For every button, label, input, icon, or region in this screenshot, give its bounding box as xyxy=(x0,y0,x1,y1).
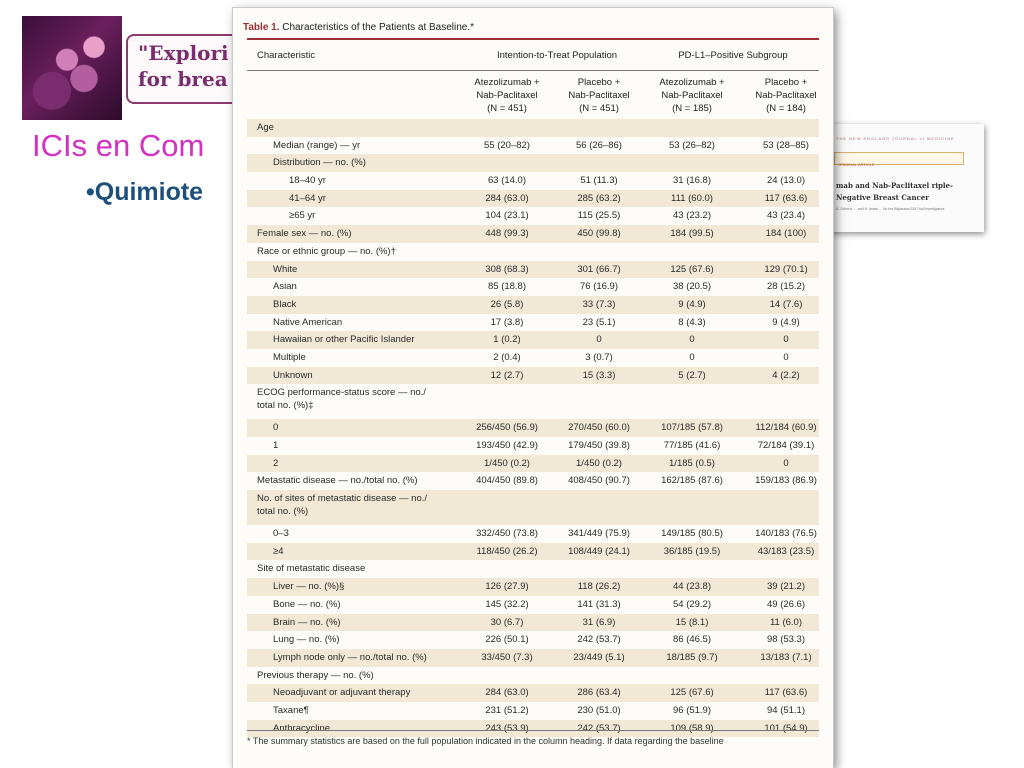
table-cell: 53 (28–85) xyxy=(763,139,809,151)
row-label: Race or ethnic group — no. (%)† xyxy=(257,245,396,257)
table-row xyxy=(247,455,819,473)
row-label: Bone — no. (%) xyxy=(273,598,341,610)
table-row xyxy=(247,367,819,385)
header-col-pdl1-placebo: Placebo + Nab-Paclitaxel (N = 184) xyxy=(755,77,817,114)
table-cell: 242 (53.7) xyxy=(577,634,621,646)
table-cell: 30 (6.7) xyxy=(490,616,524,628)
table-cell: 33 (7.3) xyxy=(582,298,616,310)
table-cell: 9 (4.9) xyxy=(678,298,706,310)
table-cell: 284 (63.0) xyxy=(485,192,529,204)
row-label: Lung — no. (%) xyxy=(273,634,340,646)
table-row xyxy=(247,472,819,490)
table-title-text: Characteristics of the Patients at Baseline.* xyxy=(279,22,475,33)
table-cell: 284 (63.0) xyxy=(485,687,529,699)
row-label: No. of sites of metastatic disease — no./ total no. (%) xyxy=(257,493,428,518)
article-section-box xyxy=(834,152,964,165)
table-cell: 184 (100) xyxy=(765,228,807,240)
table-row xyxy=(247,631,819,649)
table-cell: 56 (26–86) xyxy=(576,139,622,151)
table-cell: 13/183 (7.1) xyxy=(760,651,812,663)
header-col-itt-placebo: Placebo + Nab-Paclitaxel (N = 451) xyxy=(568,77,630,114)
table-cell: 31 (16.8) xyxy=(672,175,712,187)
table-row xyxy=(247,684,819,702)
table-cell: 450 (99.8) xyxy=(577,228,621,240)
table-cell: 44 (23.8) xyxy=(672,581,712,593)
table-cell: 286 (63.4) xyxy=(577,687,621,699)
table-cell: 448 (99.3) xyxy=(485,228,529,240)
table-cell: 31 (6.9) xyxy=(582,616,616,628)
table-cell: 72/184 (39.1) xyxy=(757,440,815,451)
table-cell: 51 (11.3) xyxy=(580,175,618,187)
table-cell: 17 (3.8) xyxy=(490,316,524,328)
footnote-divider xyxy=(247,730,819,731)
table-body xyxy=(247,119,819,737)
row-label: White xyxy=(273,263,298,275)
table-cell: 4 (2.2) xyxy=(772,369,800,381)
table-cell: 0 xyxy=(783,457,789,469)
row-label: Unknown xyxy=(273,369,313,381)
table-row xyxy=(247,596,819,614)
table-cell: 5 (2.7) xyxy=(678,369,706,381)
table-row xyxy=(247,614,819,632)
table-cell: 28 (15.2) xyxy=(766,281,806,293)
table-cell: 96 (51.9) xyxy=(672,704,712,716)
table-cell: 14 (7.6) xyxy=(769,298,803,310)
table-cell: 145 (32.2) xyxy=(485,598,529,610)
row-label: Taxane¶ xyxy=(273,704,309,716)
row-label: ≥65 yr xyxy=(289,210,316,222)
table-cell: 94 (51.1) xyxy=(766,704,806,716)
header-characteristic: Characteristic xyxy=(257,50,316,61)
table-cell: 109 (58.9) xyxy=(670,722,714,734)
table-row xyxy=(247,119,819,137)
article-authors: A. Schmid, ... and H. Iwata, ... for the IMpassion130 Trial Investigators xyxy=(836,207,945,211)
table-cell: 193/450 (42.9) xyxy=(476,440,538,451)
table-cell: 76 (16.9) xyxy=(579,281,619,293)
table-row xyxy=(247,278,819,296)
table-cell: 117 (63.6) xyxy=(764,192,808,204)
table-cell: 11 (6.0) xyxy=(769,616,803,628)
slide-title-line-2: for brea xyxy=(138,67,228,91)
table-row xyxy=(247,525,819,543)
row-label: Distribution — no. (%) xyxy=(273,157,366,169)
table-cell: 2 (0.4) xyxy=(493,351,521,363)
row-label: Asian xyxy=(273,281,297,293)
table-column-header xyxy=(247,72,819,116)
table-cell: 1 (0.2) xyxy=(493,334,521,346)
table-cell: 140/183 (76.5) xyxy=(755,528,817,540)
table-cell: 101 (54.9) xyxy=(764,722,808,734)
row-label: Hawaiian or other Pacific Islander xyxy=(273,334,415,346)
table-row xyxy=(247,314,819,332)
slide-title-line-1: "Explori xyxy=(138,41,229,65)
table-row xyxy=(247,649,819,667)
table-document xyxy=(233,8,833,768)
table-cell: 162/185 (87.6) xyxy=(661,475,723,487)
table-cell: 3 (0.7) xyxy=(585,351,613,363)
row-label: Multiple xyxy=(273,351,306,363)
table-cell: 149/185 (80.5) xyxy=(661,528,723,540)
table-cell: 38 (20.5) xyxy=(672,281,712,293)
article-section-label: ORIGINAL ARTICLE xyxy=(838,162,875,167)
row-label: 2 xyxy=(273,457,279,469)
table-cell: 9 (4.9) xyxy=(772,316,800,328)
table-cell: 0 xyxy=(689,351,695,363)
table-row xyxy=(247,543,819,561)
table-cell: 0 xyxy=(783,334,789,346)
table-cell: 107/185 (57.8) xyxy=(661,422,723,434)
table-cell: 404/450 (89.8) xyxy=(476,475,538,487)
row-label: Previous therapy — no. (%) xyxy=(257,669,374,681)
table-cell: 301 (66.7) xyxy=(577,263,621,275)
table-cell: 230 (51.0) xyxy=(577,704,621,716)
table-row xyxy=(247,137,819,155)
table-cell: 125 (67.6) xyxy=(670,687,714,699)
row-label: Age xyxy=(257,122,274,133)
table-row xyxy=(247,225,819,243)
table-cell: 54 (29.2) xyxy=(672,598,712,610)
table-cell: 63 (14.0) xyxy=(487,175,527,187)
table-cell: 126 (27.9) xyxy=(485,581,529,593)
header-pdl1-subgroup: PD-L1–Positive Subgroup xyxy=(678,50,788,61)
article-journal-name: THE NEW ENGLAND JOURNAL of MEDICINE xyxy=(836,136,955,141)
row-label: 1 xyxy=(273,440,279,451)
table-row xyxy=(247,384,819,419)
row-label: Anthracycline xyxy=(273,722,331,734)
row-label: Native American xyxy=(273,316,343,328)
row-label: Neoadjuvant or adjuvant therapy xyxy=(273,687,411,699)
table-cell: 270/450 (60.0) xyxy=(568,422,630,434)
table-cell: 104 (23.1) xyxy=(485,210,529,222)
table-cell: 141 (31.3) xyxy=(577,598,621,610)
slide-decorative-image xyxy=(22,16,122,120)
table-cell: 184 (99.5) xyxy=(670,228,714,240)
table-cell: 231 (51.2) xyxy=(485,704,529,716)
table-cell: 1/450 (0.2) xyxy=(576,457,622,469)
table-row xyxy=(247,296,819,314)
row-label: Black xyxy=(273,298,297,310)
row-label: ≥4 xyxy=(273,545,284,557)
table-cell: 49 (26.6) xyxy=(766,598,806,610)
table-cell: 39 (21.2) xyxy=(766,581,806,593)
table-row xyxy=(247,261,819,279)
table-cell: 53 (26–82) xyxy=(669,139,715,151)
table-cell: 159/183 (86.9) xyxy=(755,475,817,487)
article-thumbnail xyxy=(822,124,984,232)
table-cell: 24 (13.0) xyxy=(766,175,806,187)
table-cell: 8 (4.3) xyxy=(678,316,706,328)
table-cell: 12 (2.7) xyxy=(490,369,524,381)
table-cell: 118/450 (26.2) xyxy=(476,545,538,557)
table-cell: 33/450 (7.3) xyxy=(481,651,533,663)
table-cell: 23/449 (5.1) xyxy=(573,651,625,663)
row-label: Lymph node only — no./total no. (%) xyxy=(273,651,427,663)
table-cell: 86 (46.5) xyxy=(672,634,712,646)
table-cell: 1/450 (0.2) xyxy=(484,457,530,469)
table-row xyxy=(247,720,819,738)
table-cell: 26 (5.8) xyxy=(490,298,524,310)
table-cell: 111 (60.0) xyxy=(671,192,713,204)
row-label: 0 xyxy=(273,422,279,434)
row-label: Female sex — no. (%) xyxy=(257,228,352,240)
table-cell: 226 (50.1) xyxy=(485,634,529,646)
table-row xyxy=(247,560,819,578)
table-row xyxy=(247,349,819,367)
row-label: Site of metastatic disease xyxy=(257,563,366,575)
table-cell: 129 (70.1) xyxy=(764,263,808,275)
row-label: Liver — no. (%)§ xyxy=(273,581,345,593)
table-row xyxy=(247,437,819,455)
row-label: 18–40 yr xyxy=(289,175,326,187)
table-title xyxy=(243,22,474,33)
table-cell: 0 xyxy=(596,334,602,346)
table-cell: 125 (67.6) xyxy=(670,263,714,275)
table-cell: 332/450 (73.8) xyxy=(476,528,538,540)
table-cell: 118 (26.2) xyxy=(577,581,621,593)
table-cell: 256/450 (56.9) xyxy=(476,422,538,434)
table-row xyxy=(247,243,819,261)
table-row xyxy=(247,419,819,437)
table-cell: 112/184 (60.9) xyxy=(755,422,817,434)
table-row xyxy=(247,490,819,525)
table-row xyxy=(247,172,819,190)
table-cell: 15 (8.1) xyxy=(675,616,709,628)
table-footnote: * The summary statistics are based on the full population indicated in the column heading. If data regarding the baseline xyxy=(247,736,724,746)
table-row xyxy=(247,578,819,596)
table-cell: 55 (20–82) xyxy=(484,139,530,151)
slide-heading: ICIs en Com xyxy=(32,128,205,163)
table-cell: 98 (53.3) xyxy=(766,634,806,646)
article-title: mab and Nab-Paclitaxel riple-Negative Breast Cancer xyxy=(836,181,953,202)
table-number: Table 1. xyxy=(243,22,280,33)
table-cell: 115 (25.5) xyxy=(577,210,621,222)
table-cell: 43 (23.2) xyxy=(672,210,712,222)
row-label: Metastatic disease — no./total no. (%) xyxy=(257,475,418,487)
table-cell: 0 xyxy=(689,334,695,346)
table-cell: 18/185 (9.7) xyxy=(666,651,718,663)
table-row xyxy=(247,154,819,172)
table-row xyxy=(247,207,819,225)
header-col-pdl1-atezolizumab: Atezolizumab + Nab-Paclitaxel (N = 185) xyxy=(659,77,725,114)
table-row xyxy=(247,667,819,685)
table-cell: 43 (23.4) xyxy=(766,210,806,222)
row-label: Median (range) — yr xyxy=(273,139,361,151)
table-cell: 308 (68.3) xyxy=(485,263,529,275)
table-cell: 23 (5.1) xyxy=(582,316,616,328)
table-group-header xyxy=(247,40,819,71)
table-cell: 179/450 (39.8) xyxy=(568,440,630,451)
table-row xyxy=(247,190,819,208)
table-cell: 36/185 (19.5) xyxy=(663,545,721,557)
table-cell: 77/185 (41.6) xyxy=(663,440,721,451)
row-label: Brain — no. (%) xyxy=(273,616,341,628)
table-cell: 341/449 (75.9) xyxy=(568,528,630,540)
table-cell: 15 (3.3) xyxy=(582,369,616,381)
slide-title-box xyxy=(126,34,246,104)
header-col-itt-atezolizumab: Atezolizumab + Nab-Paclitaxel (N = 451) xyxy=(474,77,540,114)
table-cell: 242 (53.7) xyxy=(577,722,621,734)
table-cell: 1/185 (0.5) xyxy=(669,457,715,469)
row-label: 41–64 yr xyxy=(289,192,326,204)
table-cell: 43/183 (23.5) xyxy=(757,545,815,557)
table-cell: 408/450 (90.7) xyxy=(568,475,630,487)
row-label: 0–3 xyxy=(273,528,289,540)
header-itt-population: Intention-to-Treat Population xyxy=(496,50,618,61)
table-cell: 85 (18.8) xyxy=(487,281,527,293)
table-cell: 108/449 (24.1) xyxy=(568,545,630,557)
table-row xyxy=(247,331,819,349)
table-cell: 0 xyxy=(783,351,789,363)
table-cell: 117 (63.6) xyxy=(764,687,808,699)
table-row xyxy=(247,702,819,720)
table-cell: 285 (63.2) xyxy=(577,192,621,204)
slide-bullet: •Quimiote xyxy=(86,178,204,206)
table-cell: 243 (53.9) xyxy=(485,722,529,734)
row-label: ECOG performance-status score — no./ total no. (%)‡ xyxy=(257,387,426,412)
